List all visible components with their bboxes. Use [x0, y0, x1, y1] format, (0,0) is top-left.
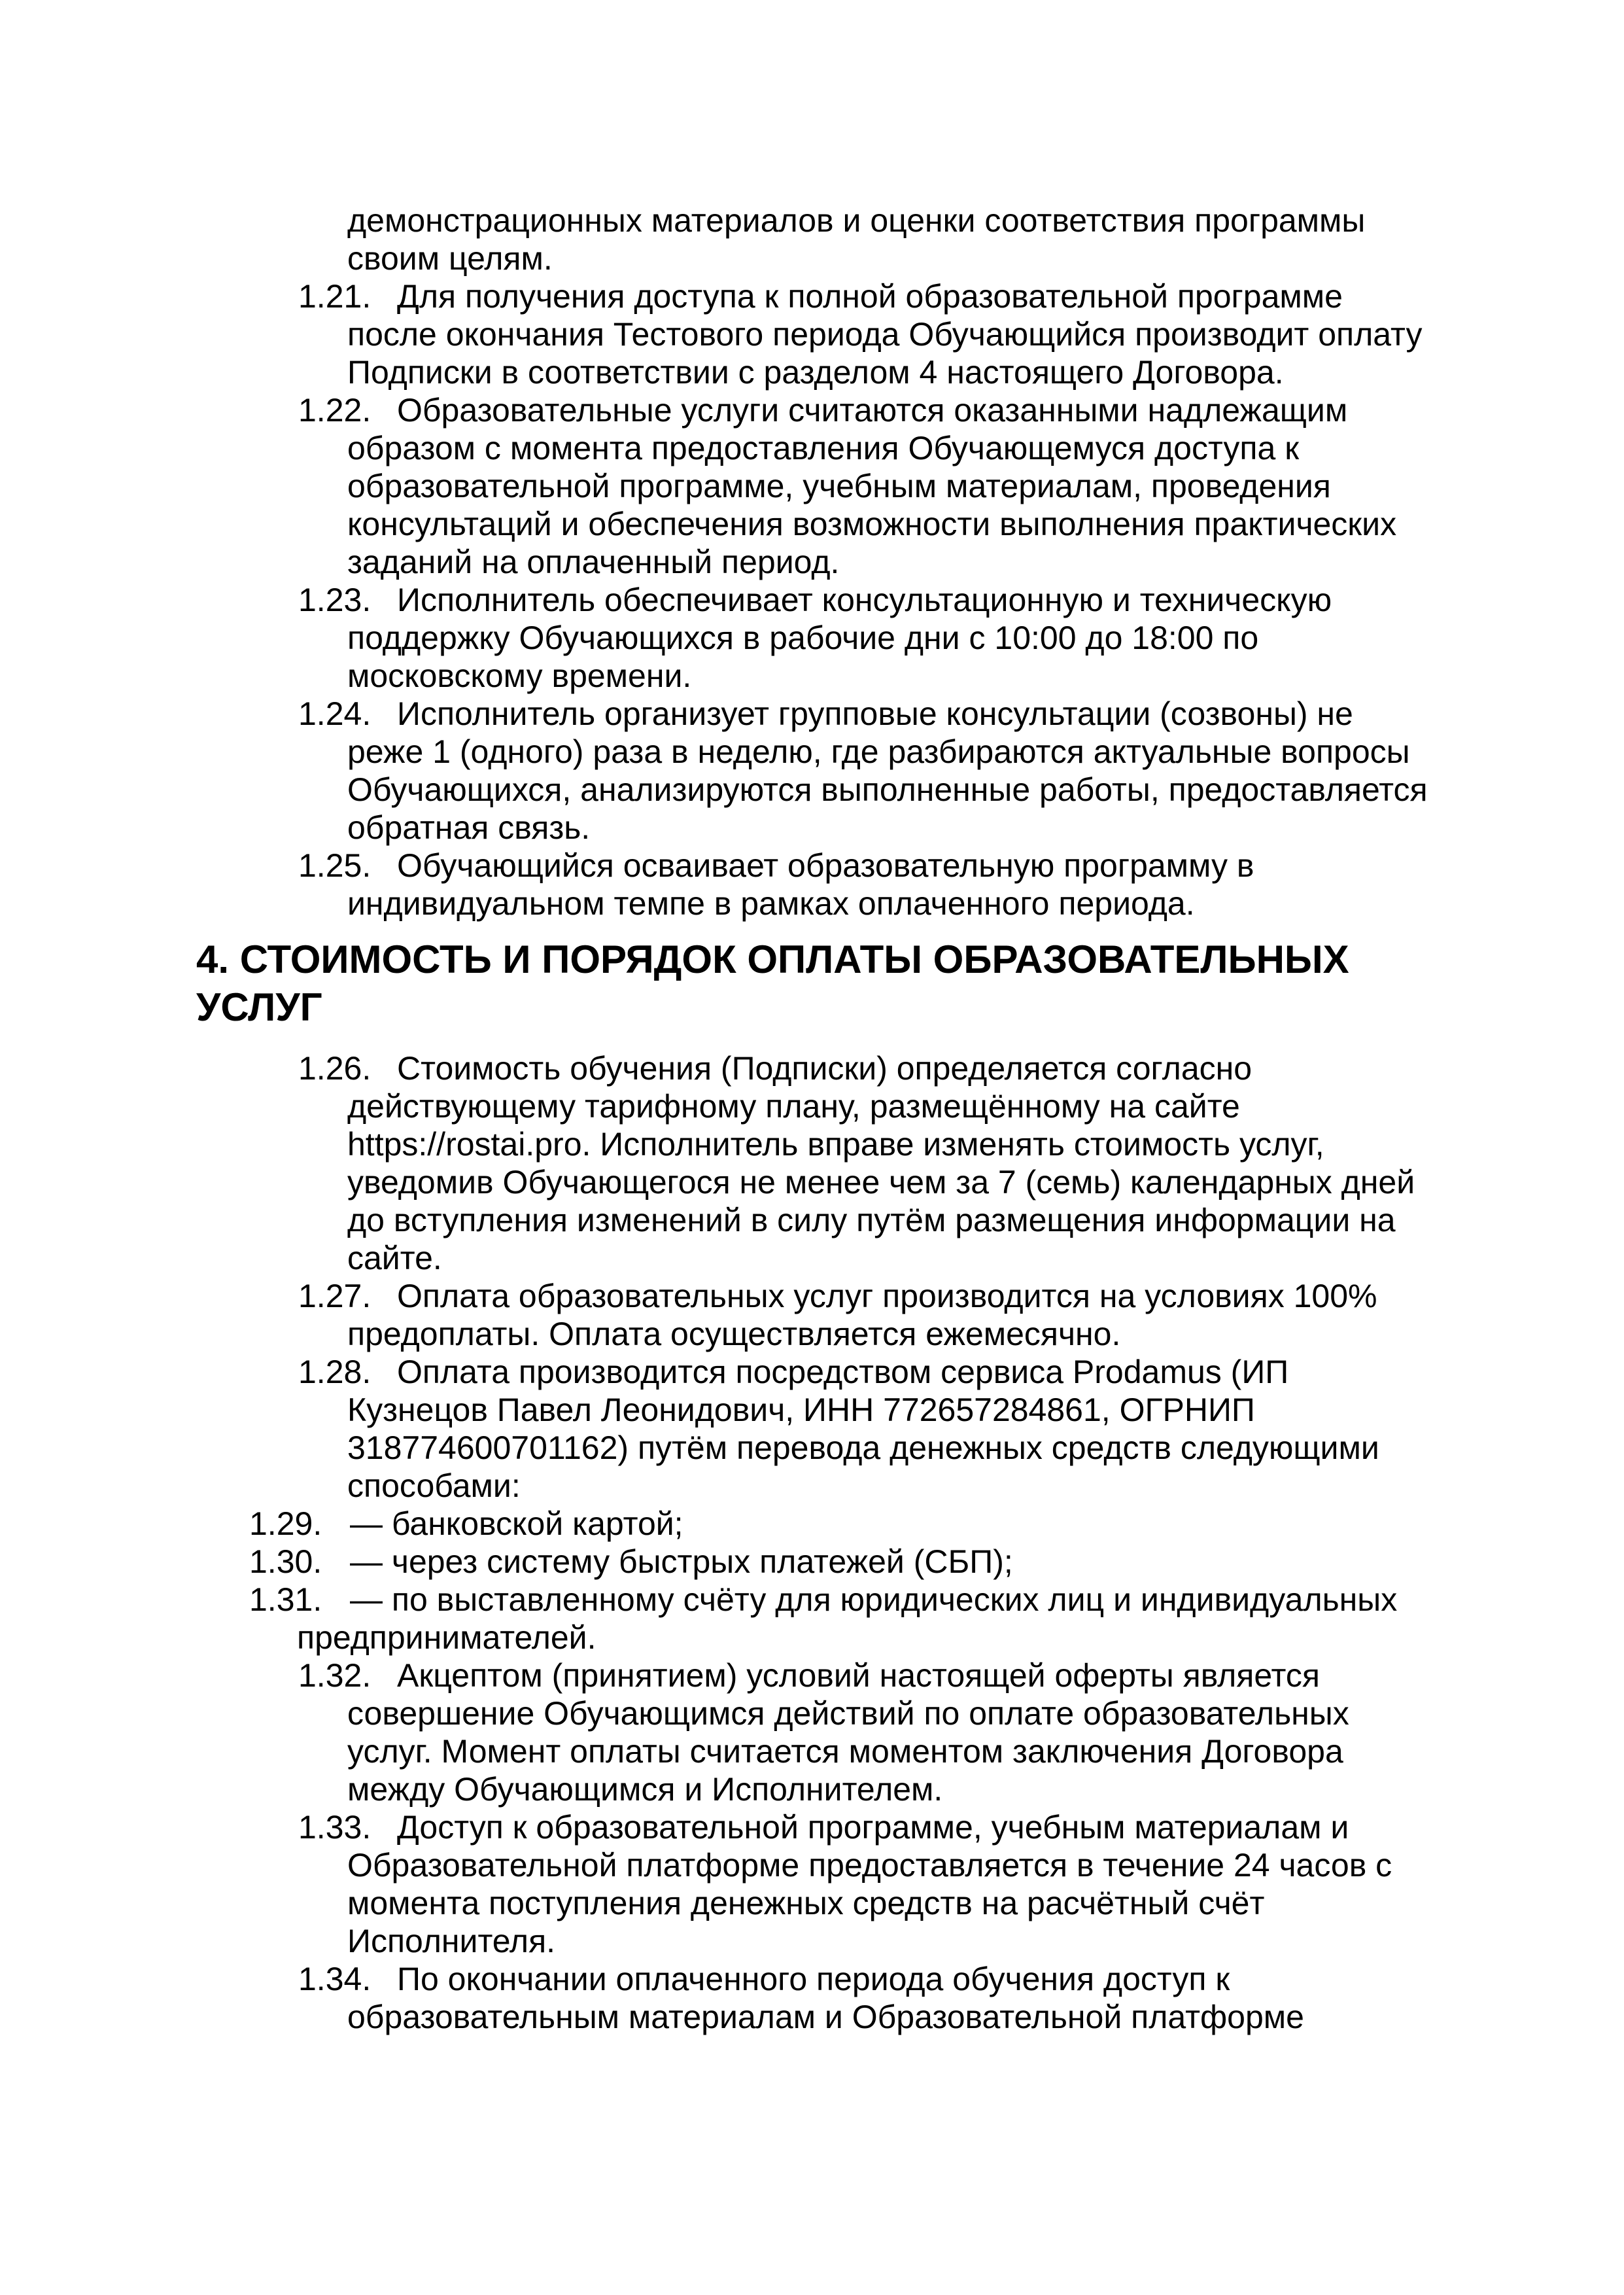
item-number: 1.23.: [298, 582, 371, 618]
list-item-1-31: [196, 1581, 1428, 1656]
item-text: Оплата производится посредством сервиса Prodamus (ИП Кузнецов Павел Леонидович, ИНН 772657284861, ОГРНИП 318774600701162) путём перевода денежных средств следующими способами:: [347, 1354, 1379, 1504]
list-item-1-27: [196, 1277, 1428, 1353]
item-number: 1.31.: [249, 1581, 322, 1618]
item-number: 1.32.: [298, 1657, 371, 1694]
item-number: 1.34.: [298, 1961, 371, 1997]
list-item-1-21: [196, 277, 1428, 391]
item-text: Исполнитель обеспечивает консультационную и техническую поддержку Обучающихся в рабочие дни с 10:00 до 18:00 по московскому времени.: [347, 582, 1332, 694]
item-text: Исполнитель организует групповые консультации (созвоны) не реже 1 (одного) раза в неделю, где разбираются актуальные вопросы Обучающихся, анализируются выполненные работы, предоставляется обратная связь.: [347, 695, 1428, 846]
item-text: — банковской картой;: [350, 1505, 683, 1542]
item-text: Оплата образовательных услуг производится на условиях 100% предоплаты. Оплата осуществляется ежемесячно.: [347, 1278, 1377, 1352]
item-text: Образовательные услуги считаются оказанными надлежащим образом с момента предоставления Обучающемуся доступа к образовательной программе, учебным материалам, проведения консультаций и обеспечения возможности выполнения практических заданий на оплаченный период.: [347, 392, 1397, 580]
item-number: 1.28.: [298, 1354, 371, 1390]
section-heading: 4. СТОИМОСТЬ И ПОРЯДОК ОПЛАТЫ ОБРАЗОВАТЕЛЬНЫХ УСЛУГ: [196, 937, 1349, 1029]
item-text: Стоимость обучения (Подписки) определяется согласно действующему тарифному плану, размещённому на сайте https://rostai.pro. Исполнитель вправе изменять стоимость услуг, уведомив Обучающегося не менее чем за 7 (семь) календарных дней до вступления изменений в силу путём размещения информации на сайте.: [347, 1050, 1415, 1276]
item-number: 1.33.: [298, 1809, 371, 1846]
item-text: — по выставленному счёту для юридических лиц и индивидуальных предпринимателей.: [297, 1581, 1398, 1656]
item-text: Доступ к образовательной программе, учебным материалам и Образовательной платформе предоставляется в течение 24 часов с момента поступления денежных средств на расчётный счёт Исполнителя.: [347, 1809, 1392, 1959]
list-item-1-29: [196, 1505, 1428, 1543]
item-number: 1.25.: [298, 847, 371, 884]
item-text: — через систему быстрых платежей (СБП);: [350, 1543, 1013, 1580]
item-text: Для получения доступа к полной образовательной программе после окончания Тестового периода Обучающийся производит оплату Подписки в соответствии с разделом 4 настоящего Договора.: [347, 278, 1423, 391]
item-number: 1.26.: [298, 1050, 371, 1087]
list-item-1-24: [196, 695, 1428, 847]
list-item-1-30: [196, 1543, 1428, 1581]
list-item-1-22: [196, 391, 1428, 581]
item-number: 1.21.: [298, 278, 371, 315]
item-text: Акцептом (принятием) условий настоящей оферты является совершение Обучающимся действий по оплате образовательных услуг. Момент оплаты считается моментом заключения Договора между Обучающимся и Исполнителем.: [347, 1657, 1349, 1808]
item-number: 1.30.: [249, 1543, 322, 1580]
item-number: 1.22.: [298, 392, 371, 429]
list-item-1-28: [196, 1353, 1428, 1505]
item-text: По окончании оплаченного периода обучения доступ к образовательным материалам и Образовательной платформе: [347, 1961, 1304, 2035]
item-number: 1.29.: [249, 1505, 322, 1542]
continuation-paragraph: демонстрационных материалов и оценки соответствия программы своим целям.: [347, 202, 1366, 277]
item-text: Обучающийся осваивает образовательную программу в индивидуальном темпе в рамках оплаченного периода.: [347, 847, 1254, 922]
list-item-1-33: [196, 1808, 1428, 1960]
item-number: 1.27.: [298, 1278, 371, 1314]
list-item-1-32: [196, 1656, 1428, 1808]
list-item-1-34: [196, 1960, 1428, 2036]
item-number: 1.24.: [298, 695, 371, 732]
list-item-1-26: [196, 1049, 1428, 1277]
list-item-1-23: [196, 581, 1428, 695]
list-item-1-25: [196, 847, 1428, 922]
